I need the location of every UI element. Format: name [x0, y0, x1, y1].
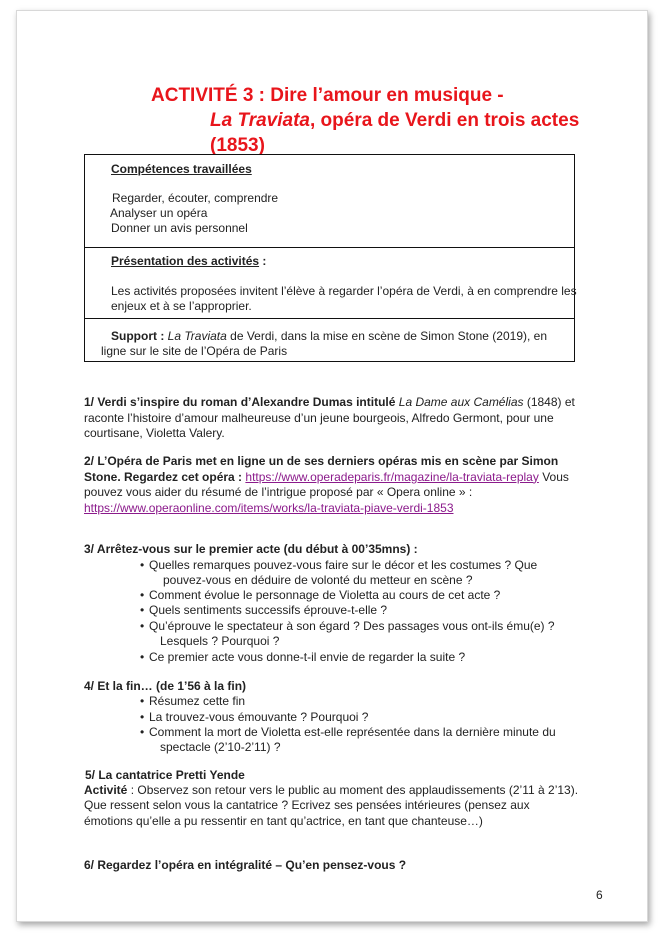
support-opera-name: La Traviata — [167, 329, 227, 343]
opera-online-link[interactable]: https://www.operaonline.com/items/works/la-traviata-piave-verdi-1853 — [84, 500, 454, 515]
question-item — [140, 558, 537, 574]
question-text: Résumez cette fin — [149, 694, 246, 708]
section5-line1 — [84, 783, 578, 799]
presentation-heading-text: Présentation des activités — [111, 254, 260, 268]
presentation-text-line: enjeux et à se l’approprier. — [111, 299, 252, 313]
presentation-heading — [111, 254, 266, 269]
support-line2: ligne sur le site de l’Opéra de Paris — [101, 344, 288, 358]
question-item — [140, 603, 387, 619]
activity-title-line2 — [210, 108, 579, 133]
competence-item: Analyser un opéra — [110, 206, 208, 220]
question-item — [140, 725, 556, 741]
question-item — [140, 650, 465, 666]
presentation-heading-colon: : — [259, 254, 267, 268]
activity-title-line1: ACTIVITÉ 3 : Dire l’amour en musique - — [151, 85, 504, 106]
activity-title-line3: (1853) — [210, 135, 265, 156]
competences-heading: Compétences travaillées — [111, 162, 252, 176]
info-box — [84, 154, 575, 362]
question-text: Comment évolue le personnage de Violetta au cours de cet acte ? — [149, 588, 501, 602]
support-label: Support : — [111, 329, 165, 343]
support-text: de Verdi, dans la mise en scène de Simon Stone (2019), en — [226, 329, 548, 343]
bullet: • — [140, 725, 145, 739]
bullet: • — [140, 603, 145, 617]
competence-item: Regarder, écouter, comprendre — [112, 191, 279, 205]
support-line1 — [111, 329, 547, 344]
section1-paragraph — [84, 395, 579, 442]
section5-line3: émotions qu’elle a pu ressentir en tant qu’actrice, en tant que chanteuse…) — [84, 814, 483, 828]
page-number: 6 — [596, 888, 603, 902]
section3-heading: 3/ Arrêtez-vous sur le premier acte (du début à 00’35mns) : — [84, 542, 418, 556]
question-text: Ce premier acte vous donne-t-il envie de regarder la suite ? — [149, 650, 466, 664]
question-item — [140, 694, 245, 710]
section1-text: (1848) et raconte l’histoire d’amour malheureuse d’un jeune bourgeois, Alfredo Germont, pour une courtisane, Violetta Valery. — [84, 395, 575, 440]
competences-section — [85, 155, 574, 248]
bullet: • — [140, 588, 145, 602]
question-continuation: spectacle (2’10-2’11) ? — [160, 740, 281, 754]
presentation-text-line: Les activités proposées invitent l’élève à regarder l’opéra de Verdi, à en comprendre les — [111, 284, 577, 298]
bullet: • — [140, 650, 145, 664]
section6-heading: 6/ Regardez l’opéra en intégralité – Qu’en pensez-vous ? — [84, 858, 407, 872]
bullet: • — [140, 694, 145, 708]
question-text: Comment la mort de Violetta est-elle représentée dans la dernière minute du — [149, 725, 556, 739]
support-section — [85, 319, 574, 361]
question-item — [140, 588, 500, 604]
document-page — [16, 10, 648, 922]
question-item — [140, 619, 555, 635]
question-text: Qu’éprouve le spectateur à son égard ? Des passages vous ont-ils ému(e) ? — [149, 619, 555, 633]
section2-text: Vous pouvez vous aider du résumé de l’intrigue proposé par « Opera online » : — [84, 469, 569, 499]
bullet: • — [140, 619, 145, 633]
question-text: Quels sentiments successifs éprouve-t-elle ? — [149, 603, 388, 617]
competence-item: Donner un avis personnel — [111, 221, 248, 235]
title-opera-desc: , opéra de Verdi en trois actes — [309, 110, 580, 131]
section2-bold: 2/ L’Opéra de Paris met en ligne un de ses derniers opéras mis en scène par Simon Stone. Regardez cet opéra : — [84, 454, 559, 484]
question-continuation: pouvez-vous en déduire de volonté du metteur en scène ? — [163, 573, 473, 587]
question-continuation: Lesquels ? Pourquoi ? — [160, 634, 280, 648]
bullet: • — [140, 710, 145, 724]
presentation-section — [85, 248, 577, 319]
bullet: • — [140, 558, 145, 572]
section5-heading: 5/ La cantatrice Pretti Yende — [85, 768, 245, 782]
section4-heading: 4/ Et la fin… (de 1’56 à la fin) — [84, 679, 247, 693]
section1-book-title: La Dame aux Camélias — [398, 395, 524, 409]
question-text: La trouvez-vous émouvante ? Pourquoi ? — [149, 710, 369, 724]
section5-text: : Observez son retour vers le public au moment des applaudissements (2’11 à 2’13). — [127, 783, 579, 797]
question-item — [140, 710, 368, 726]
activite-label: Activité — [84, 783, 128, 797]
section5-line2: Que ressent selon vous la cantatrice ? Ecrivez ses pensées intérieures (pensez aux — [84, 798, 530, 812]
section1-bold: 1/ Verdi s’inspire du roman d’Alexandre Dumas intitulé — [84, 395, 396, 409]
question-text: Quelles remarques pouvez-vous faire sur le décor et les costumes ? Que — [149, 558, 538, 572]
title-opera-name: La Traviata — [210, 110, 310, 131]
opera-replay-link[interactable]: https://www.operadeparis.fr/magazine/la-traviata-replay — [245, 469, 539, 484]
section2-paragraph — [84, 454, 579, 516]
